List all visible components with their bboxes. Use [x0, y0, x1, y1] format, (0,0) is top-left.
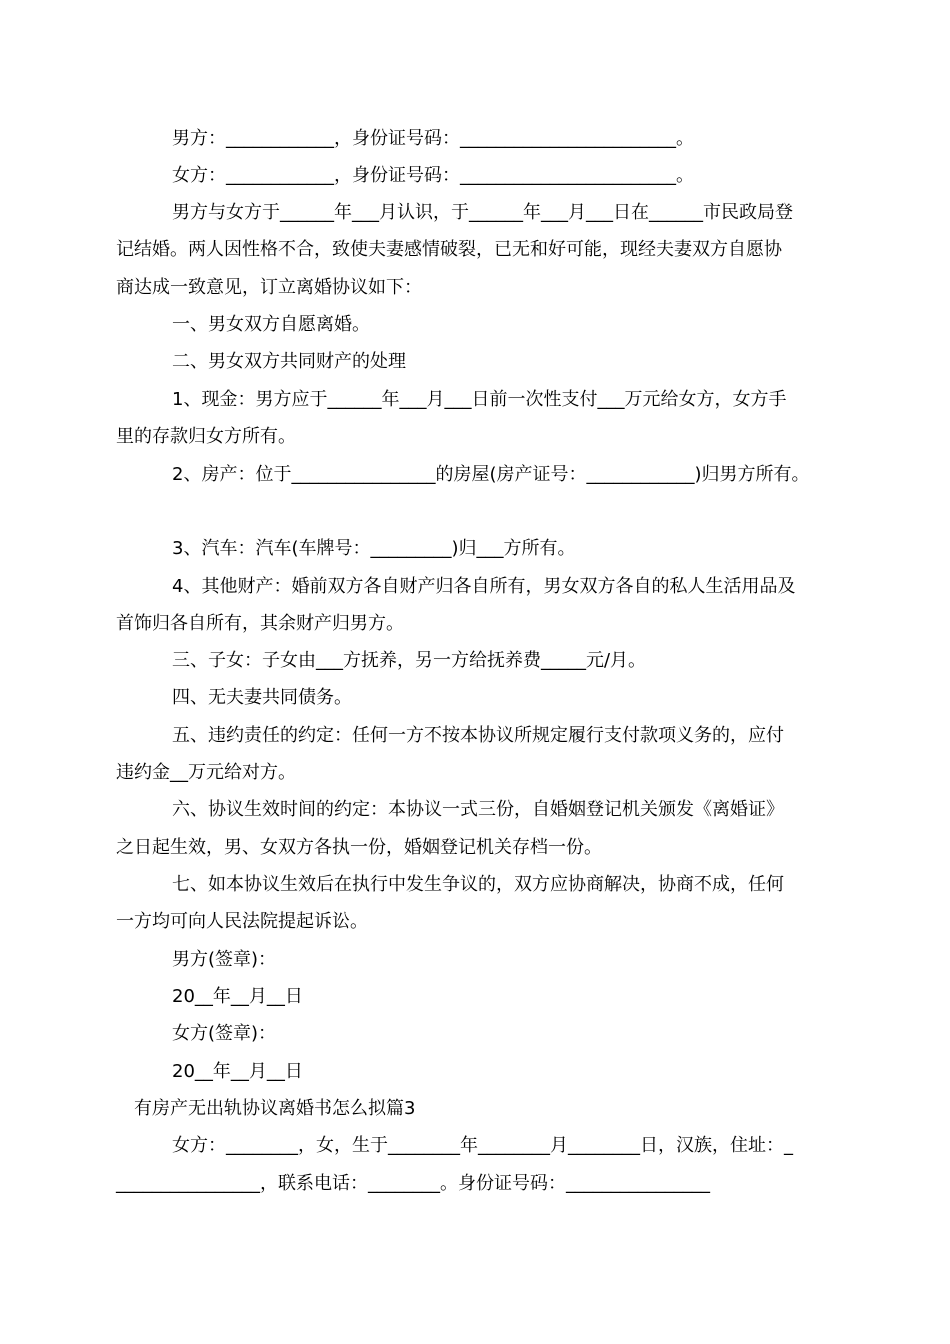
clause-7-line-2: 一方均可向人民法院提起诉讼。: [116, 911, 368, 932]
intro-line-2: 记结婚。两人因性格不合，致使夫妻感情破裂，已无和好可能，现经夫妻双方自愿协: [116, 239, 782, 260]
property-line: 2、房产：位于________________的房屋(房产证号：____________)归男方所有。: [172, 464, 810, 485]
intro-line-1: 男方与女方于______年___月认识，于______年___月___日在______市民政局登: [172, 202, 793, 223]
clause-6-line-2: 之日起生效，男、女双方各执一份，婚姻登记机关存档一份。: [116, 837, 602, 858]
clause-1: 一、男女双方自愿离婚。: [172, 314, 370, 335]
female-signature-date: 20__年__月__日: [172, 1061, 303, 1082]
clause-6-line-1: 六、协议生效时间的约定：本协议一式三份，自婚姻登记机关颁发《离婚证》: [172, 799, 784, 820]
cash-line-2: 里的存款归女方所有。: [116, 426, 296, 447]
clause-2-heading: 二、男女双方共同财产的处理: [172, 351, 406, 372]
clause-5-line-1: 五、违约责任的约定：任何一方不按本协议所规定履行支付款项义务的，应付: [172, 725, 784, 746]
intro-line-3: 商达成一致意见，订立离婚协议如下：: [116, 277, 422, 298]
female-party-line: 女方：____________，身份证号码：________________________。: [172, 165, 694, 186]
clause-3-children: 三、子女：子女由___方抚养，另一方给抚养费_____元/月。: [172, 650, 647, 671]
cash-line-1: 1、现金：男方应于______年___月___日前一次性支付___万元给女方，女方手: [172, 389, 787, 410]
male-signature-label: 男方(签章)：: [172, 949, 277, 970]
other-property-line-2: 首饰归各自所有，其余财产归男方。: [116, 613, 404, 634]
clause-5-line-2: 违约金__万元给对方。: [116, 762, 296, 783]
section-title: 有房产无出轨协议离婚书怎么拟篇3: [134, 1098, 416, 1119]
male-signature-date: 20__年__月__日: [172, 986, 303, 1007]
car-line: 3、汽车：汽车(车牌号：_________)归___方所有。: [172, 538, 576, 559]
female-signature-label: 女方(签章)：: [172, 1023, 277, 1044]
clause-7-line-1: 七、如本协议生效后在执行中发生争议的，双方应协商解决，协商不成，任何: [172, 874, 784, 895]
female-info-line-1: 女方：________，女，生于________年________月________日，汉族，住址：_: [172, 1135, 793, 1156]
other-property-line-1: 4、其他财产：婚前双方各自财产归各自所有，男女双方各自的私人生活用品及: [172, 576, 796, 597]
clause-4-debt: 四、无夫妻共同债务。: [172, 687, 352, 708]
female-info-line-2: ________________，联系电话：________。身份证号码：________________: [116, 1173, 710, 1194]
male-party-line: 男方：____________，身份证号码：________________________。: [172, 128, 694, 149]
